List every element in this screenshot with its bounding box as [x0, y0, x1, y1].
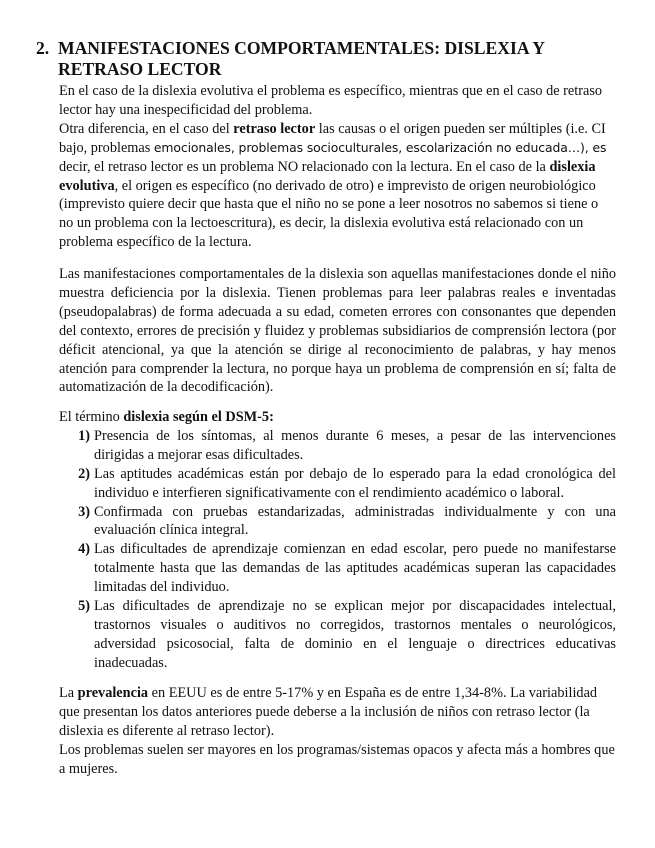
list-item-text: Las aptitudes académicas están por debajo de lo esperado para la edad cronológica del individuo e interfieren significativamente con el rendimiento académico o laboral. [94, 465, 616, 501]
list-item [59, 503, 616, 541]
intro-paragraph-1: En el caso de la dislexia evolutiva el problema es específico, mientras que en el caso de retraso lector hay una inespecificidad del problema. [59, 83, 603, 118]
list-item [59, 465, 616, 503]
intro-p2-text-a: Otra diferencia, en el caso del [59, 120, 234, 137]
list-item-text: Las dificultades de aprendizaje comienzan en edad escolar, pero puede no manifestarse totalmente hasta que las demandas de las aptitudes académicas superan las capacidades limitadas del individuo. [94, 541, 616, 596]
dsm-intro [59, 408, 616, 427]
intro-block [59, 82, 616, 252]
list-item-number: 5) [78, 598, 90, 615]
prevalencia-text-c: en EEUU es de entre 5-17% y en España es de entre 1,34-8%. La variabilidad que presentan los datos anteriores puede deberse a la inclusión de niños con retraso lector (la dislexia es diferente al retraso lector). [59, 685, 598, 739]
list-item-number: 3) [78, 503, 90, 520]
dsm-criteria-list [59, 427, 616, 673]
list-item [59, 597, 616, 673]
list-item-text: Las dificultades de aprendizaje no se explican mejor por discapacidades intelectual, trastornos visuales o auditivos no corregidos, trastornos mentales o neurológicos, adversidad psicosocial, falta de dominio en el lenguaje o directrices educativas inadecuadas. [94, 598, 616, 671]
list-item-number: 4) [78, 541, 90, 558]
section-heading [36, 38, 626, 80]
manifestaciones-block [59, 265, 616, 397]
prevalencia-text-a: La [59, 685, 78, 701]
problemas-paragraph: Los problemas suelen ser mayores en los programas/sistemas opacos y afecta más a hombres que a mujeres. [59, 741, 615, 777]
intro-p2-text-e: decir, el retraso lector es un problema NO relacionado con la lectura. En el caso de la [59, 158, 550, 175]
section-title: MANIFESTACIONES COMPORTAMENTALES: DISLEXIA Y RETRASO LECTOR [58, 38, 545, 79]
list-item [59, 540, 616, 597]
prevalencia-block [59, 684, 616, 779]
manifestaciones-paragraph: Las manifestaciones comportamentales de la dislexia son aquellas manifestaciones donde el niño muestra deficiencia por la dislexia. Tienen problemas para leer palabras reales e inventadas (pseudopalabras) de forma adecuada a su edad, cometen errores con consonantes que dependen del contexto, errores de precisión y fluidez y problemas subsidiarios de comprensión lectora (por déficit atencional, ya que la atención se dirige al reconocimiento de palabras, y hay menos atención para comprender la lectura, no porque haya un problema de comprensión en sí; falta de automatización de la decodificación). [59, 266, 616, 396]
dsm-intro-term: dislexia según el DSM-5: [123, 409, 274, 425]
section-number: 2. [36, 38, 50, 58]
intro-p2-text-d: emocionales, problemas socioculturales, escolarización no educada…), es [153, 139, 607, 155]
term-retraso-lector: retraso lector [233, 120, 316, 137]
list-item-text: Confirmada con pruebas estandarizadas, administradas individualmente y con una evaluación clínica integral. [94, 503, 616, 539]
list-item [59, 427, 616, 465]
list-item-number: 2) [78, 465, 90, 482]
intro-p2-text-c: las causas o el origen pueden ser múltiples (i.e. CI bajo, problemas [59, 120, 606, 156]
list-item-text: Presencia de los síntomas, al menos durante 6 meses, a pesar de las intervenciones dirigidas a mejorar esas dificultades. [94, 427, 616, 463]
prevalencia-paragraph [59, 684, 616, 741]
intro-paragraph-2 [59, 120, 616, 252]
dsm-intro-text: El término [59, 409, 124, 425]
dsm-block [59, 408, 616, 673]
intro-p2-text-g: , el origen es específico (no derivado de otro) e imprevisto de origen neurobiológico (imprevisto quiere decir que hasta que el niño no se pone a leer nosotros no sabemos si tiene o no un problema con la lectoescritura), es decir, la dislexia evolutiva está relacionado con un problema específico de la lectura. [59, 177, 599, 251]
term-prevalencia: prevalencia [77, 685, 149, 701]
list-item-number: 1) [78, 427, 90, 444]
term-dislexia-evolutiva: dislexia evolutiva [59, 158, 596, 194]
